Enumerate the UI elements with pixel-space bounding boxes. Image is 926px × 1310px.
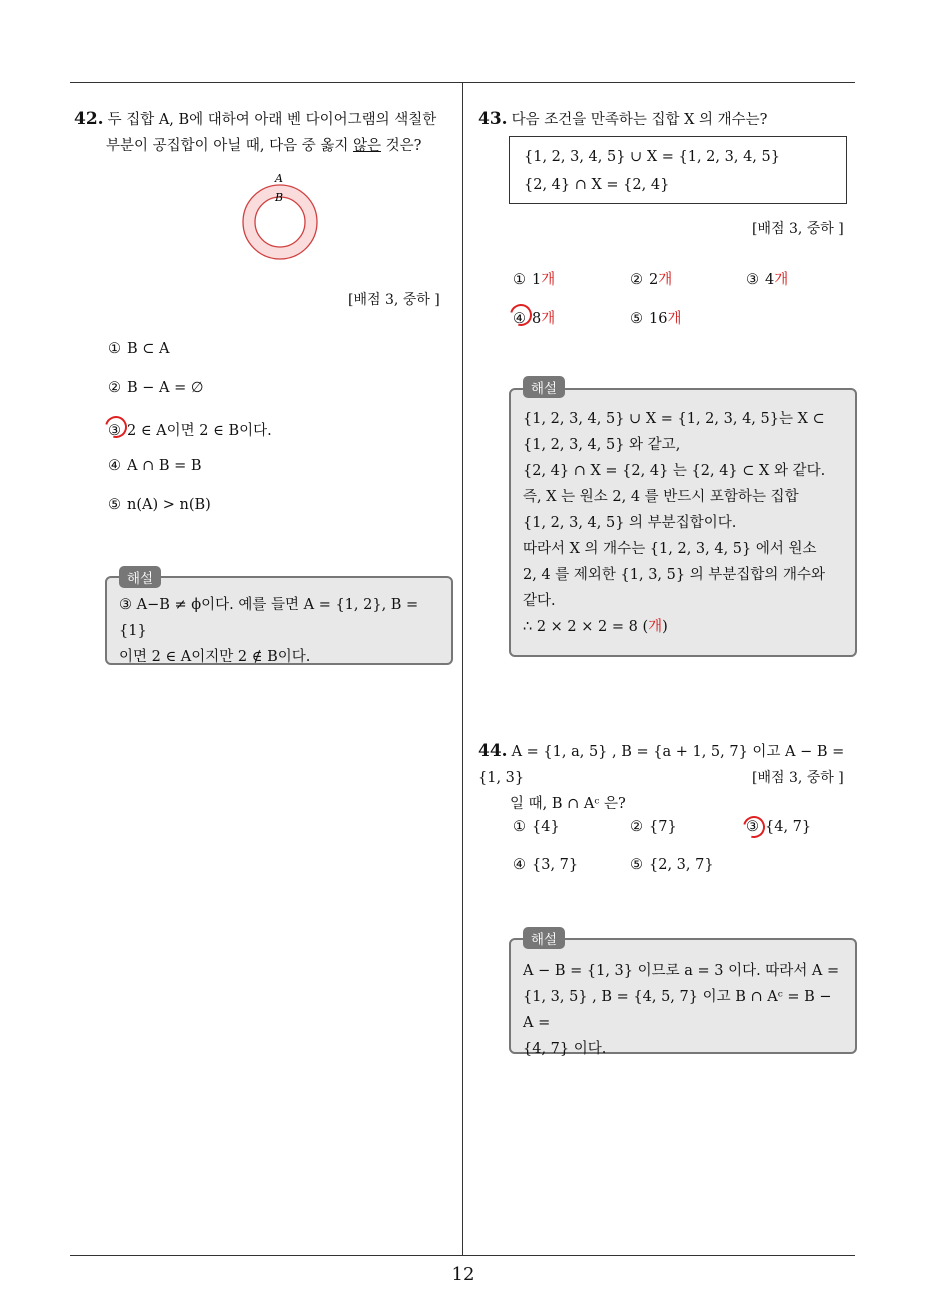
venn-label-b: B <box>274 191 284 204</box>
venn-diagram <box>230 170 330 270</box>
question-number: 43. <box>478 109 508 129</box>
choice-43-4[interactable]: ④ 8개 <box>513 311 556 327</box>
question-42-line1: 42. 두 집합 A, B에 대하여 아래 벤 다이어그램의 색칠한 <box>74 109 437 129</box>
solution-44-line3: {4, 7} 이다. <box>523 1041 607 1057</box>
question-number: 44. <box>478 741 508 761</box>
solution-44-line2: {1, 3, 5} , B = {4, 5, 7} 이고 B ∩ Aᶜ = B − A = <box>523 989 832 1031</box>
solution-43-line6: 따라서 X 의 개수는 {1, 2, 3, 4, 5} 에서 원소 <box>523 541 817 557</box>
choice-43-5[interactable]: ⑤ 16개 <box>630 311 682 327</box>
difficulty-43: [배점 3, 중하 ] <box>752 221 844 237</box>
choice-42-2[interactable]: ② B − A = ∅ <box>108 380 204 396</box>
condition-box-43 <box>509 136 847 204</box>
solution-43-final: ∴ 2 × 2 × 2 = 8 (개) <box>523 619 668 635</box>
choice-42-4[interactable]: ④ A ∩ B = B <box>108 458 202 474</box>
choice-43-3[interactable]: ③ 4개 <box>746 272 789 288</box>
choice-42-1[interactable]: ① B ⊂ A <box>108 341 170 357</box>
solution-44-line1: A − B = {1, 3} 이므로 a = 3 이다. 따라서 A = <box>523 963 840 979</box>
solution-tag-42: 해설 <box>119 566 161 588</box>
solution-43-line7: 2, 4 를 제외한 {1, 3, 5} 의 부분집합의 개수와 <box>523 567 825 583</box>
venn-label-a: A <box>275 172 283 185</box>
solution-42-line1: ③ A−B ≠ ϕ이다. 예를 들면 A = {1, 2}, B = {1} <box>119 597 419 639</box>
solution-43-line8: 같다. <box>523 593 556 609</box>
venn-inner-circle <box>255 197 305 247</box>
choice-42-5[interactable]: ⑤ n(A) > n(B) <box>108 497 211 513</box>
difficulty-42: [배점 3, 중하 ] <box>348 292 440 308</box>
condition-1: {1, 2, 3, 4, 5} ∪ X = {1, 2, 3, 4, 5} <box>524 149 780 165</box>
emphasis-underline: 않은 <box>352 138 381 154</box>
question-42-line2: 부분이 공집합이 아닐 때, 다음 중 옳지 않은 것은? <box>106 138 422 154</box>
question-44-line2: 일 때, B ∩ Aᶜ 은? <box>510 796 626 812</box>
question-44-line1: 44. A = {1, a, 5} , B = {a + 1, 5, 7} 이고 A − B = {1, 3} <box>478 741 845 786</box>
solution-box-44 <box>509 938 857 1057</box>
bottom-rule <box>70 1255 855 1256</box>
question-42 <box>74 106 459 159</box>
difficulty-44: [배점 3, 중하 ] <box>752 770 844 786</box>
solution-43-line1: {1, 2, 3, 4, 5} ∪ X = {1, 2, 3, 4, 5}는 X ⊂ <box>523 411 825 427</box>
solution-box-42 <box>105 576 453 665</box>
choice-43-1[interactable]: ① 1개 <box>513 272 556 288</box>
question-number: 42. <box>74 109 104 129</box>
choice-44-5[interactable]: ⑤ {2, 3, 7} <box>630 857 714 873</box>
choice-44-4[interactable]: ④ {3, 7} <box>513 857 579 873</box>
choice-43-2[interactable]: ② 2개 <box>630 272 673 288</box>
solution-box-43 <box>509 388 857 657</box>
question-43: 43. 다음 조건을 만족하는 집합 X 의 개수는? <box>478 109 768 129</box>
choice-44-1[interactable]: ① {4} <box>513 819 560 835</box>
choice-44-3[interactable]: ③ {4, 7} <box>746 819 812 835</box>
solution-43-line2: {1, 2, 3, 4, 5} 와 같고, <box>523 437 681 453</box>
column-divider <box>462 82 463 1255</box>
choice-44-2[interactable]: ② {7} <box>630 819 677 835</box>
choice-42-3[interactable]: ③ 2 ∈ A이면 2 ∈ B이다. <box>108 423 272 439</box>
condition-2: {2, 4} ∩ X = {2, 4} <box>524 177 670 193</box>
page-number: 12 <box>451 1264 475 1285</box>
solution-43-line4: 즉, X 는 원소 2, 4 를 반드시 포함하는 집합 <box>523 489 799 505</box>
solution-43-line5: {1, 2, 3, 4, 5} 의 부분집합이다. <box>523 515 737 531</box>
solution-tag-44: 해설 <box>523 927 565 949</box>
solution-43-line3: {2, 4} ∩ X = {2, 4} 는 {2, 4} ⊂ X 와 같다. <box>523 463 826 479</box>
solution-tag-43: 해설 <box>523 376 565 398</box>
solution-42-line2: 이면 2 ∈ A이지만 2 ∉ B이다. <box>119 649 311 665</box>
